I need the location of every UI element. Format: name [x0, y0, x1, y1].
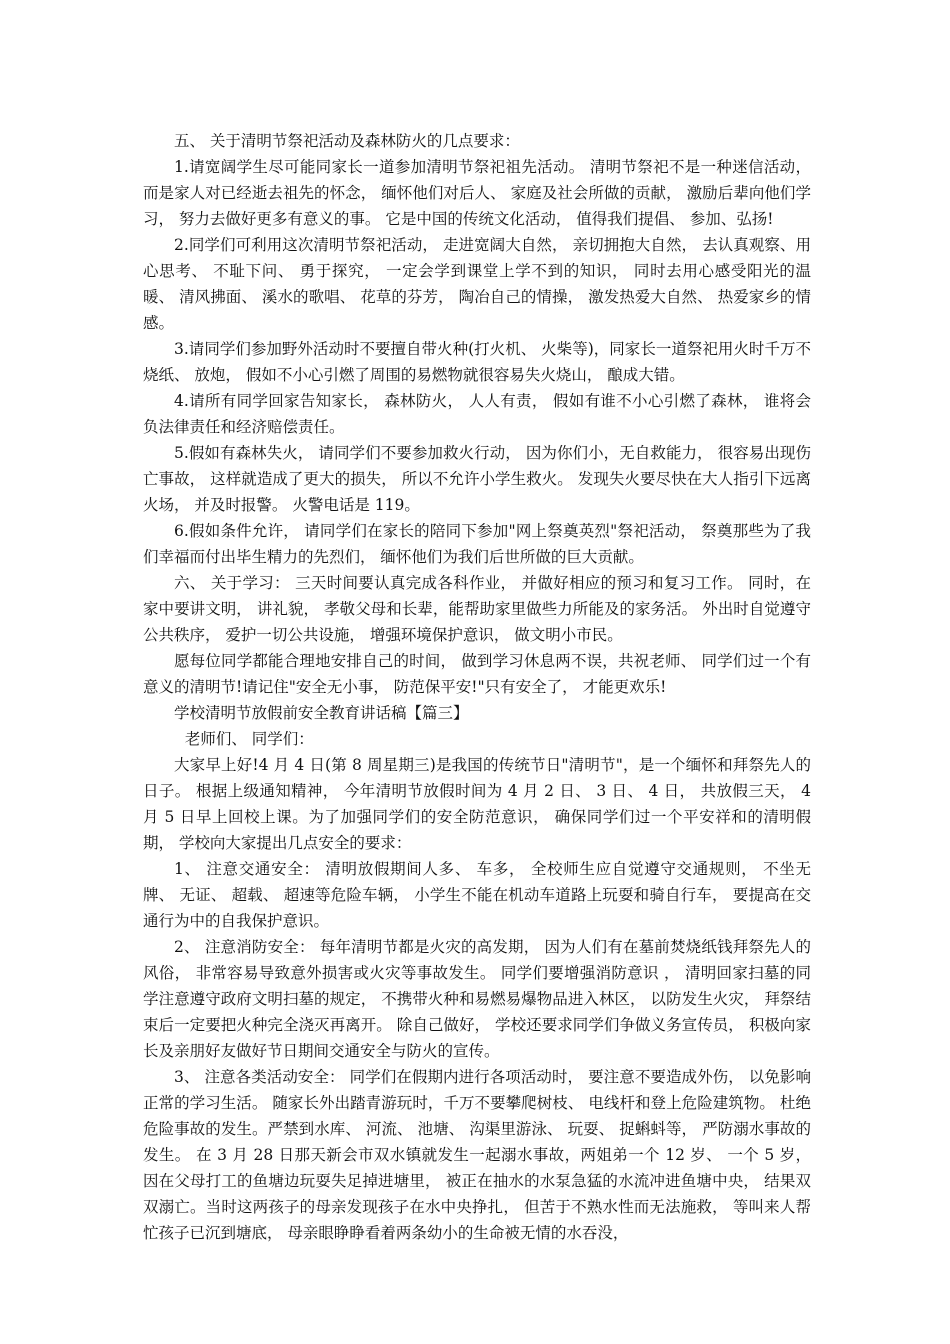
- section5-item-1: 1.请宽阔学生尽可能同家长一道参加清明节祭祀祖先活动。 清明节祭祀不是一种迷信活动，而是家人对已经逝去祖先的怀念， 缅怀他们对后人、 家庭及社会所做的贡献， 激励后辈向他们学习， 努力去做好更多有意义的事。 它是中国的传统文化活动， 值得我们提倡、 参加、弘扬!: [143, 158, 811, 228]
- section5-item-6: 6.假如条件允许， 请同学们在家长的陪同下参加"网上祭奠英烈"祭祀活动， 祭奠那些为了我们幸福而付出毕生精力的先烈们， 缅怀他们为我们后世所做的巨大贡献。: [143, 522, 811, 566]
- section5-heading: 五、 关于清明节祭祀活动及森林防火的几点要求：: [174, 132, 520, 150]
- section5-item-3: 3.请同学们参加野外活动时不要擅自带火种(打火机、 火柴等)，同家长一道祭祀用火时千万不烧纸、 放炮， 假如不小心引燃了周围的易燃物就很容易失火烧山， 酿成大错。: [143, 340, 811, 384]
- part3-item-3: 3、 注意各类活动安全： 同学们在假期内进行各项活动时， 要注意不要造成外伤， 以免影响正常的学习生活。 随家长外出踏青游玩时，千万不要攀爬树枝、 电线杆和登上危险建筑物。 杜绝危险事故的发生。严禁到水库、 河流、 池塘、 沟渠里游泳、 玩耍、 捉蝌蚪等， 严防溺水事故的发生。 在 3 月 28 日那天新会市双水镇就发生一起溺水事故，两姐弟一个 12 岁、 一个 5 岁， 因在父母打工的鱼塘边玩耍失足掉进塘里， 被正在抽水的水泵急猛的水流冲进鱼塘中央， 结果双双溺亡。当时这两孩子的母亲发现孩子在水中央挣扎， 但苦于不熟水性而无法施救， 等叫来人帮忙孩子已沉到塘底， 母亲眼睁睁看着两条幼小的生命被无情的水吞没，: [143, 1068, 811, 1242]
- part3-item-1: 1、 注意交通安全： 清明放假期间人多、 车多， 全校师生应自觉遵守交通规则， 不坐无牌、 无证、 超载、 超速等危险车辆， 小学生不能在机动车道路上玩耍和骑自行车， 要提高在交通行为中的自我保护意识。: [143, 860, 811, 930]
- section6-paragraph: 六、 关于学习： 三天时间要认真完成各科作业， 并做好相应的预习和复习工作。 同时，在家中要讲文明， 讲礼貌， 孝敬父母和长辈，能帮助家里做些力所能及的家务活。 外出时自觉遵守公共秩序， 爱护一切公共设施， 增强环境保护意识， 做文明小市民。: [143, 574, 811, 644]
- section5-item-5: 5.假如有森林失火， 请同学们不要参加救火行动， 因为你们小，无自救能力， 很容易出现伤亡事故， 这样就造成了更大的损失， 所以不允许小学生救火。 发现失火要尽快在大人指引下远离火场， 并及时报警。 火警电话是 119。: [143, 444, 811, 514]
- part3-greeting: 老师们、 同学们：: [184, 730, 314, 748]
- document-page: [143, 128, 811, 1246]
- closing-paragraph: 愿每位同学都能合理地安排自己的时间， 做到学习休息两不误，共祝老师、 同学们过一个有意义的清明节!请记住"安全无小事， 防范保平安!"只有安全了， 才能更欢乐!: [143, 652, 811, 696]
- section5-item-4: 4.请所有同学回家告知家长， 森林防火， 人人有责， 假如有谁不小心引燃了森林， 谁将会负法律责任和经济赔偿责任。: [143, 392, 811, 436]
- part3-title: 学校清明节放假前安全教育讲话稿【篇三】: [174, 704, 469, 722]
- section5-item-2: 2.同学们可利用这次清明节祭祀活动， 走进宽阔大自然， 亲切拥抱大自然， 去认真观察、用心思考、 不耻下问、 勇于探究， 一定会学到课堂上学不到的知识， 同时去用心感受阳光的温暖、 清风拂面、 溪水的歌唱、 花草的芬芳， 陶冶自己的情操， 激发热爱大自然、 热爱家乡的情感。: [143, 236, 811, 332]
- part3-intro: 大家早上好!4 月 4 日(第 8 周星期三)是我国的传统节日"清明节"，是一个缅怀和拜祭先人的日子。 根据上级通知精神， 今年清明节放假时间为 4 月 2 日、 3 日、 4 日， 共放假三天， 4 月 5 日早上回校上课。为了加强同学们的安全防范意识， 确保同学们过一个平安祥和的清明假期， 学校向大家提出几点安全的要求：: [143, 756, 811, 852]
- part3-item-2: 2、 注意消防安全： 每年清明节都是火灾的高发期， 因为人们有在墓前焚烧纸钱拜祭先人的风俗， 非常容易导致意外损害或火灾等事故发生。 同学们要增强消防意识 ， 清明回家扫墓的同学注意遵守政府文明扫墓的规定， 不携带火种和易燃易爆物品进入林区， 以防发生火灾， 拜祭结束后一定要把火种完全浇灭再离开。 除自己做好， 学校还要求同学们争做义务宣传员， 积极向家长及亲朋好友做好节日期间交通安全与防火的宣传。: [143, 938, 811, 1060]
